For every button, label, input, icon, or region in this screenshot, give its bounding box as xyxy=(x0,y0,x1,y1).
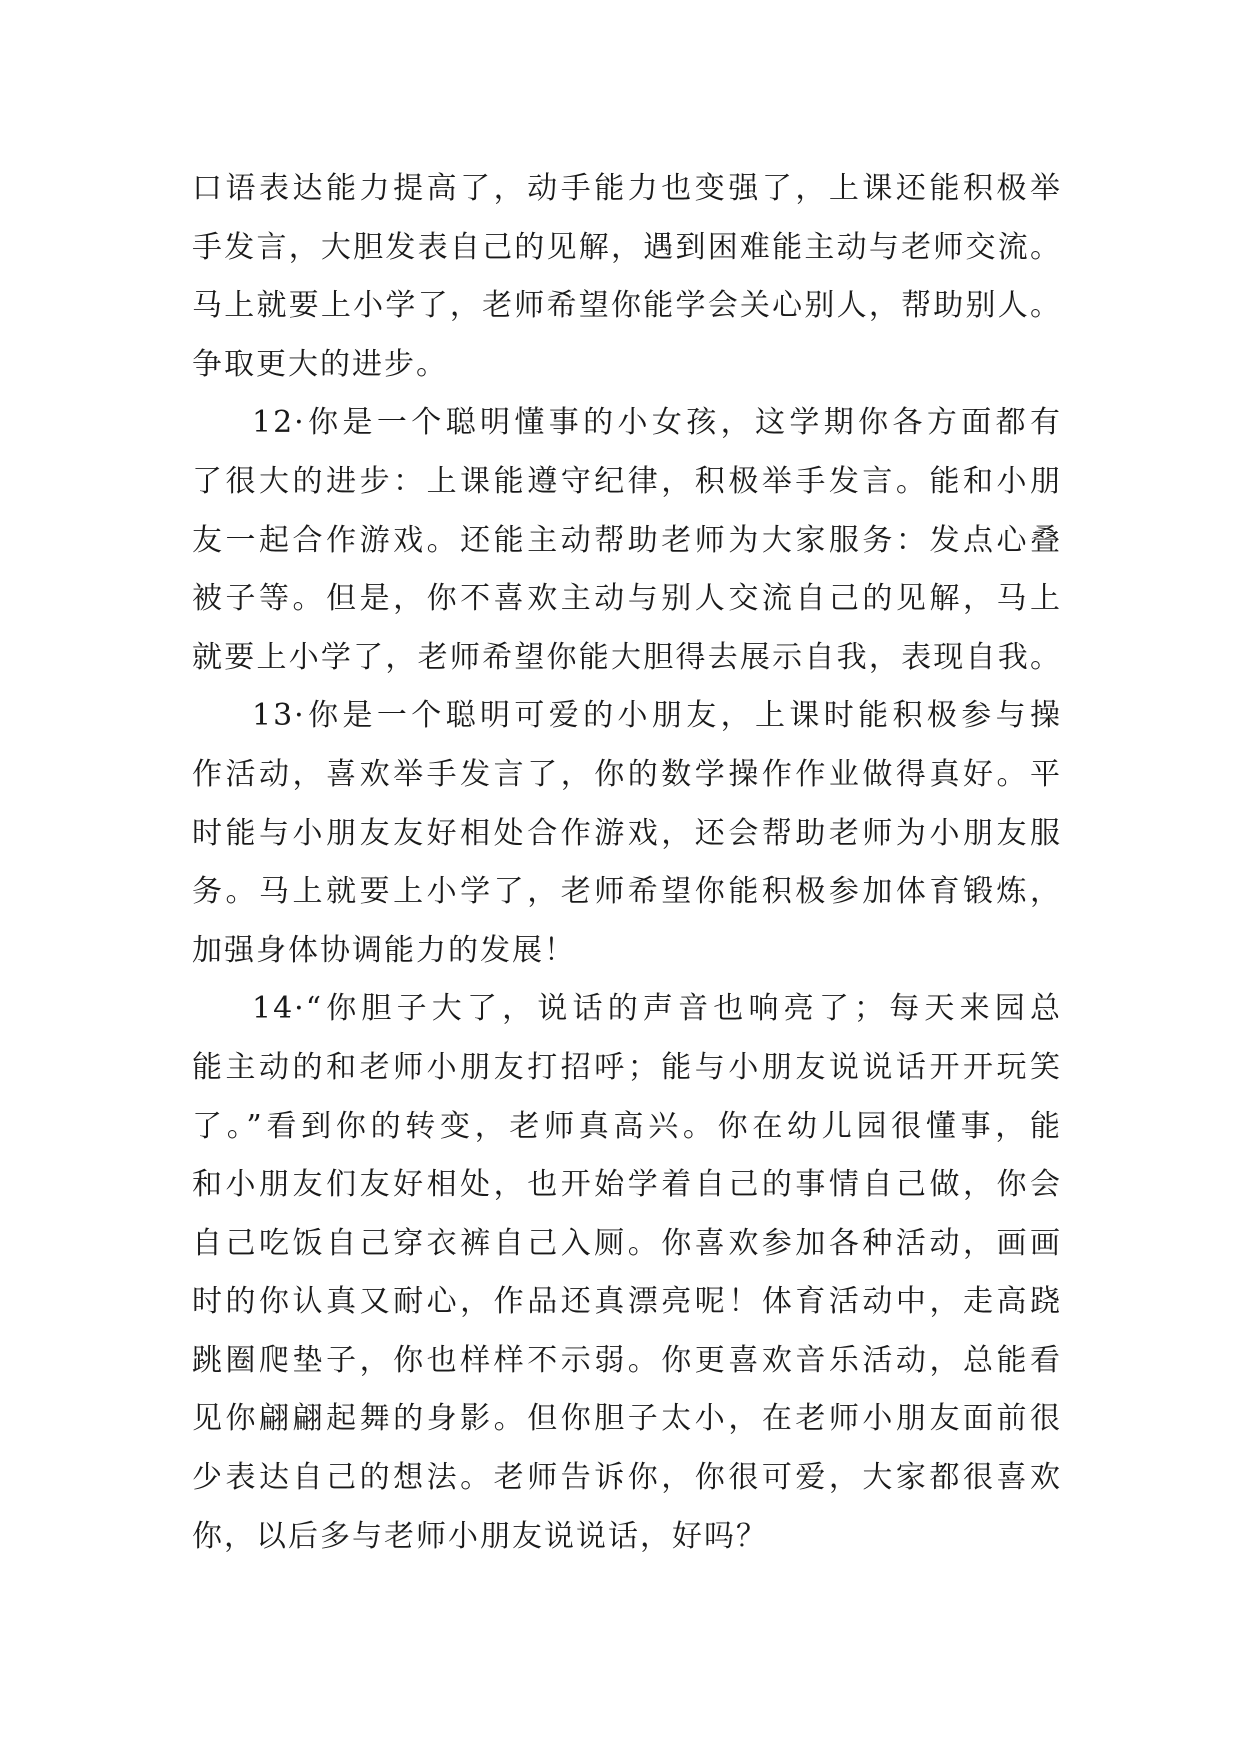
text-line-19: 自己吃饭自己穿衣裤自己入厕。你喜欢参加各种活动，画画 xyxy=(192,1225,1062,1261)
text-line-22: 见你翩翩起舞的身影。但你胆子太小，在老师小朋友面前很 xyxy=(192,1401,1062,1437)
paragraph-14-start: 14·“你胆子大了，说话的声音也响亮了；每天来园总 xyxy=(252,991,1062,1027)
text-line-24: 你，以后多与老师小朋友说说话，好吗？ xyxy=(192,1518,768,1554)
text-line-7: 友一起合作游戏。还能主动帮助老师为大家服务：发点心叠 xyxy=(192,522,1062,558)
text-line-13: 务。马上就要上小学了，老师希望你能积极参加体育锻炼， xyxy=(192,874,1062,910)
text-line-3: 马上就要上小学了，老师希望你能学会关心别人，帮助别人。 xyxy=(192,288,1062,324)
text-line-12: 时能与小朋友友好相处合作游戏，还会帮助老师为小朋友服 xyxy=(192,815,1062,851)
body-text xyxy=(192,160,1062,1566)
text-line-9: 就要上小学了，老师希望你能大胆得去展示自我，表现自我。 xyxy=(192,639,1062,675)
text-line-11: 作活动，喜欢举手发言了，你的数学操作作业做得真好。平 xyxy=(192,756,1062,792)
paragraph-12-start: 12·你是一个聪明懂事的小女孩，这学期你各方面都有 xyxy=(252,405,1062,441)
text-line-23: 少表达自己的想法。老师告诉你，你很可爱，大家都很喜欢 xyxy=(192,1460,1062,1496)
text-line-4: 争取更大的进步。 xyxy=(192,346,448,382)
text-line-14: 加强身体协调能力的发展！ xyxy=(192,932,576,968)
text-line-20: 时的你认真又耐心，作品还真漂亮呢！体育活动中，走高跷 xyxy=(192,1284,1062,1320)
text-line-6: 了很大的进步：上课能遵守纪律，积极举手发言。能和小朋 xyxy=(192,463,1062,499)
text-line-18: 和小朋友们友好相处，也开始学着自己的事情自己做，你会 xyxy=(192,1167,1062,1203)
text-line-1: 口语表达能力提高了，动手能力也变强了，上课还能积极举 xyxy=(192,171,1062,206)
text-line-8: 被子等。但是，你不喜欢主动与别人交流自己的见解，马上 xyxy=(192,581,1062,617)
text-line-2: 手发言，大胆发表自己的见解，遇到困难能主动与老师交流。 xyxy=(192,229,1062,265)
paragraph-13-start: 13·你是一个聪明可爱的小朋友，上课时能积极参与操 xyxy=(252,698,1062,734)
text-line-21: 跳圈爬垫子，你也样样不示弱。你更喜欢音乐活动，总能看 xyxy=(192,1342,1062,1378)
text-line-17: 了。”看到你的转变，老师真高兴。你在幼儿园很懂事，能 xyxy=(192,1108,1062,1144)
text-line-16: 能主动的和老师小朋友打招呼；能与小朋友说说话开开玩笑 xyxy=(192,1049,1062,1085)
